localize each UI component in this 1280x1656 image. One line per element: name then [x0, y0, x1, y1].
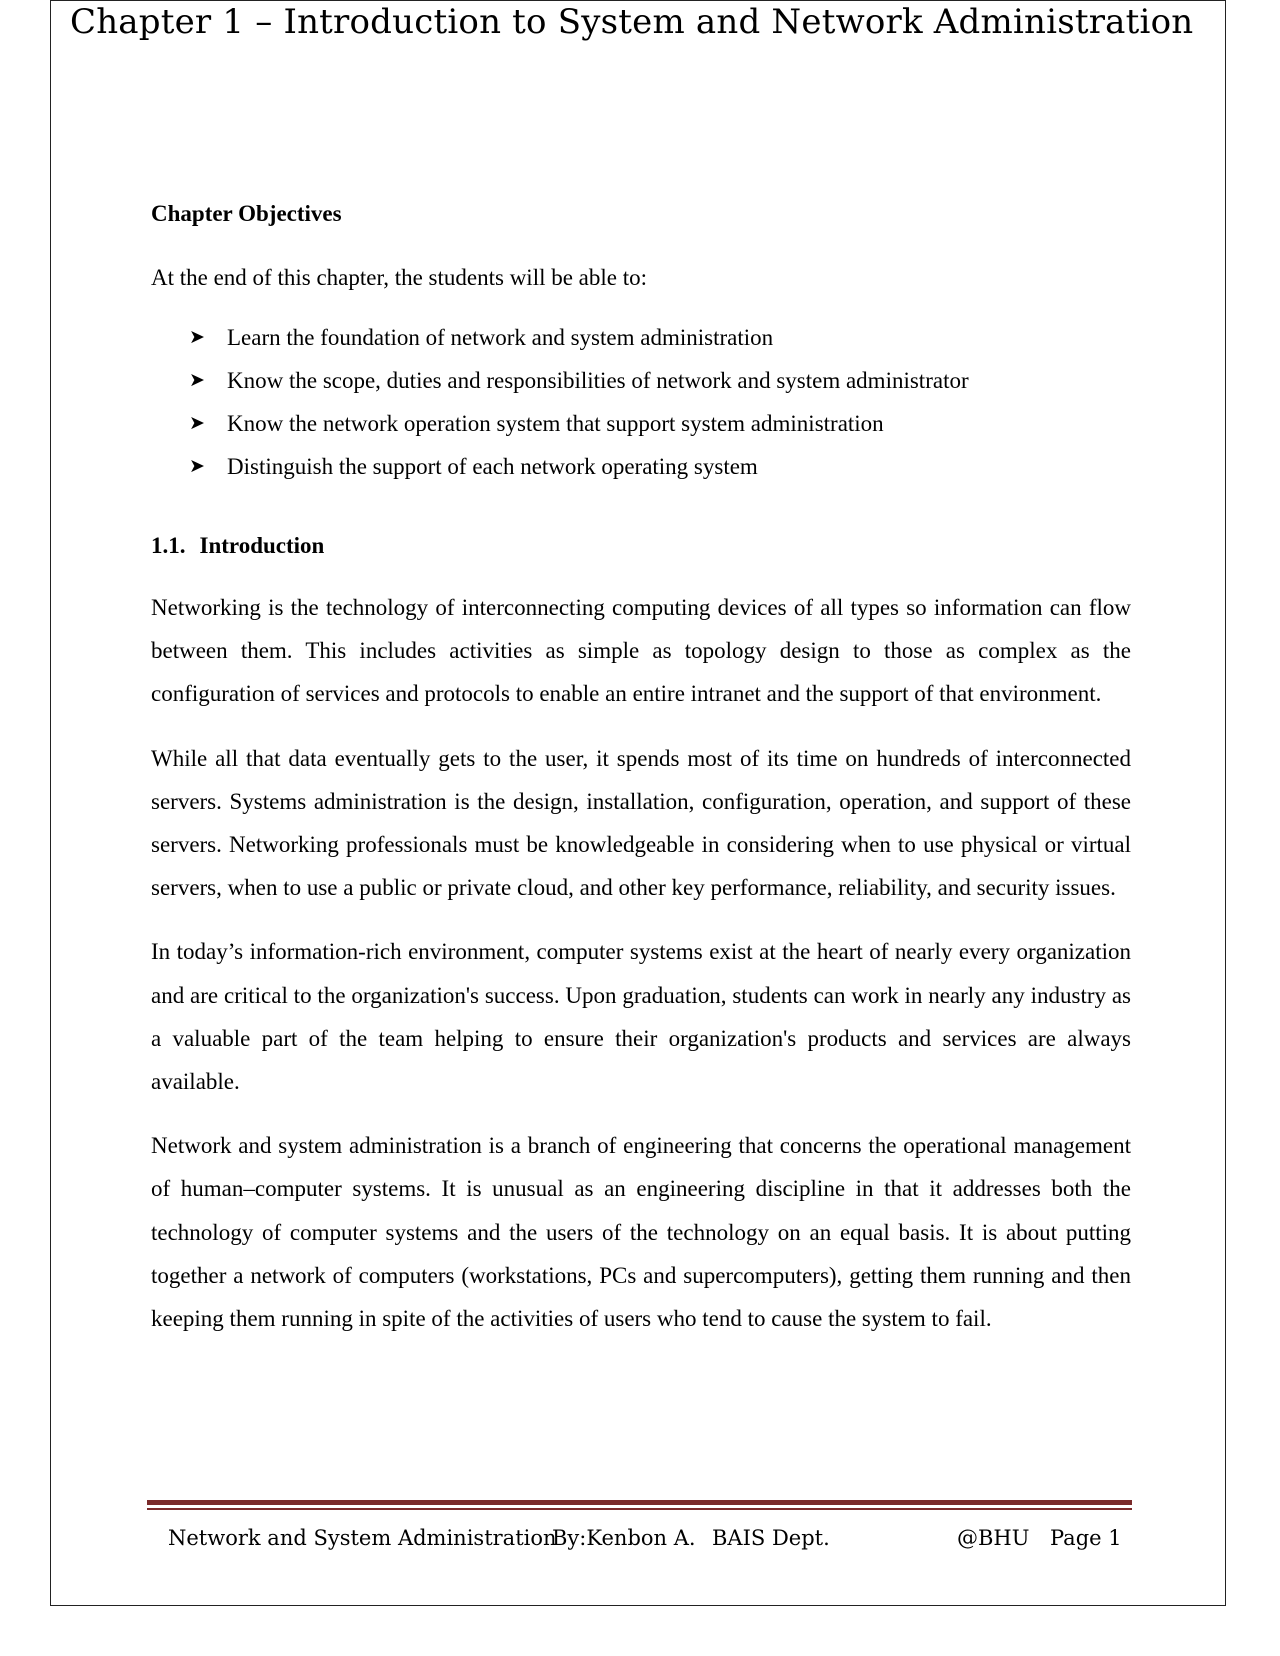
list-item-text: Distinguish the support of each network operating system	[227, 454, 758, 479]
objectives-list	[151, 316, 1131, 488]
arrowhead-bullet-icon: ➤	[189, 370, 205, 391]
section-number: 1.1.	[151, 533, 186, 558]
document-body	[151, 196, 1131, 1361]
objectives-intro: At the end of this chapter, the students will be able to:	[151, 265, 648, 290]
arrowhead-bullet-icon: ➤	[189, 456, 205, 477]
list-item-text: Know the scope, duties and responsibilities of network and system administrator	[227, 368, 969, 393]
arrowhead-bullet-icon: ➤	[189, 327, 205, 348]
paragraph: In today’s information-rich environment, computer systems exist at the heart of nearly every organization and are critical to the organization's success. Upon graduation, students can work in nearly any industry as a valuable part of the team helping to ensure their organization's products and services are always available.	[151, 939, 1131, 1095]
section-heading	[151, 528, 1131, 564]
list-item-text: Learn the foundation of network and system administration	[227, 325, 774, 350]
list-item	[189, 445, 1131, 488]
list-item	[189, 359, 1131, 402]
footer-rule-thick	[147, 1500, 1132, 1505]
arrowhead-bullet-icon: ➤	[189, 413, 205, 434]
footer-department: BAIS Dept.	[712, 1526, 830, 1550]
paragraph: Networking is the technology of interconnecting computing devices of all types so information can flow between them. This includes activities as simple as topology design to those as complex as the configuration of services and protocols to enable an entire intranet and the support of that environment.	[151, 595, 1131, 707]
footer-page-number: Page 1	[1050, 1526, 1122, 1550]
list-item-text: Know the network operation system that support system administration	[227, 411, 884, 436]
paragraph: While all that data eventually gets to the user, it spends most of its time on hundreds of interconnected servers. Systems administration is the design, installation, configuration, operation, and support of these servers. Networking professionals must be knowledgeable in considering when to use physical or virtual servers, when to use a public or private cloud, and other key performance, reliability, and security issues.	[151, 745, 1131, 901]
footer-organization: @BHU	[957, 1526, 1030, 1550]
section-title: Introduction	[199, 533, 325, 558]
footer-author: By:Kenbon A.	[552, 1526, 696, 1550]
paragraph: Network and system administration is a branch of engineering that concerns the operational management of human–computer systems. It is unusual as an engineering discipline in that it addresses both the technology of computer systems and the users of the technology on an equal basis. It is about putting together a network of computers (workstations, PCs and supercomputers), getting them running and then keeping them running in spite of the activities of users who tend to cause the system to fail.	[151, 1133, 1131, 1332]
footer-rule-thin	[147, 1508, 1132, 1510]
chapter-title: Chapter 1 – Introduction to System and Network Administration	[70, 2, 1194, 42]
list-item	[189, 316, 1131, 359]
list-item	[189, 402, 1131, 445]
footer-course: Network and System Administration	[168, 1526, 557, 1550]
objectives-heading: Chapter Objectives	[151, 201, 342, 226]
